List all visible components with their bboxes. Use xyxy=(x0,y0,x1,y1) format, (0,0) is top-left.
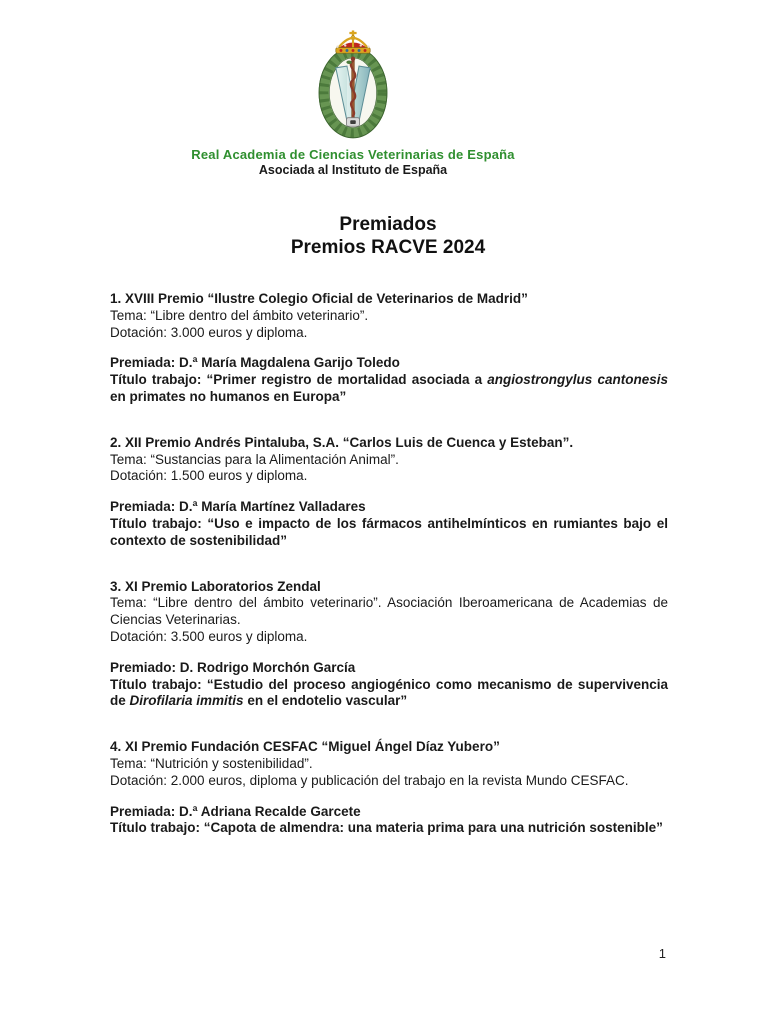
work-text: Título trabajo: “Uso e impacto de los fármacos antihelmínticos en rumiantes bajo el contexto de sostenibilidad” xyxy=(110,515,668,548)
work-text: en el endotelio vascular” xyxy=(243,693,408,709)
award-winner: Premiada: D.ª María Martínez Valladares xyxy=(110,499,366,515)
award-section-1 xyxy=(110,291,668,406)
document-title xyxy=(0,213,776,259)
award-section-2 xyxy=(110,435,668,550)
award-heading: 3. XI Premio Laboratorios Zendal xyxy=(110,578,321,594)
org-subtitle: Asociada al Instituto de España xyxy=(258,163,448,177)
work-text: Título trabajo: “Primer registro de mortalidad asociada a xyxy=(110,372,488,388)
award-tema: Tema: “Nutrición y sostenibilidad”. xyxy=(110,755,313,771)
award-tema: Tema: “Libre dentro del ámbito veterinario”. xyxy=(110,307,369,323)
title-line-2: Premios RACVE 2024 xyxy=(290,237,486,258)
award-work-title xyxy=(110,820,668,837)
award-heading: 1. XVIII Premio “Ilustre Colegio Oficial de Veterinarios de Madrid” xyxy=(110,291,528,306)
award-dotacion: Dotación: 2.000 euros, diploma y publicación del trabajo en la revista Mundo CESFAC. xyxy=(110,772,629,788)
award-winner: Premiada: D.ª María Magdalena Garijo Toledo xyxy=(110,355,400,371)
award-section-4 xyxy=(110,739,668,837)
award-dotacion: Dotación: 1.500 euros y diploma. xyxy=(110,468,308,484)
award-winner: Premiada: D.ª Adriana Recalde Garcete xyxy=(110,803,361,819)
racve-crest-logo xyxy=(310,30,396,140)
letterhead xyxy=(68,0,638,177)
award-dotacion: Dotación: 3.000 euros y diploma. xyxy=(110,324,308,340)
work-text: Título trabajo: “Capota de almendra: una materia prima para una nutrición sostenible” xyxy=(110,820,663,836)
title-line-1: Premiados xyxy=(339,214,437,235)
award-heading: 2. XII Premio Andrés Pintaluba, S.A. “Carlos Luis de Cuenca y Esteban”. xyxy=(110,434,574,450)
crown-icon xyxy=(336,30,370,53)
award-heading: 4. XI Premio Fundación CESFAC “Miguel Ángel Díaz Yubero” xyxy=(110,739,500,755)
org-name: Real Academia de Ciencias Veterinarias de España xyxy=(191,147,515,162)
work-species-italic: angiostrongylus cantonesis xyxy=(487,372,668,388)
awards-list xyxy=(110,291,668,837)
award-winner: Premiado: D. Rodrigo Morchón García xyxy=(110,659,356,675)
work-species-italic: Dirofilaria immitis xyxy=(129,693,244,709)
award-tema: Tema: “Libre dentro del ámbito veterinario”. Asociación Iberoamericana de Academias de Ciencias Veterinarias. xyxy=(110,595,668,628)
work-text: en primates no humanos en Europa” xyxy=(110,388,347,404)
page-number: 1 xyxy=(658,946,666,961)
award-section-3 xyxy=(110,579,668,711)
crest-base-buckle xyxy=(347,118,360,127)
award-work-title xyxy=(110,677,668,711)
award-dotacion: Dotación: 3.500 euros y diploma. xyxy=(110,628,308,644)
award-work-title xyxy=(110,372,668,406)
award-tema: Tema: “Sustancias para la Alimentación Animal”. xyxy=(110,451,399,467)
award-work-title xyxy=(110,516,668,550)
work-text: Título trabajo: “Estudio del proceso angiogénico como mecanismo de supervivencia de xyxy=(110,676,668,709)
